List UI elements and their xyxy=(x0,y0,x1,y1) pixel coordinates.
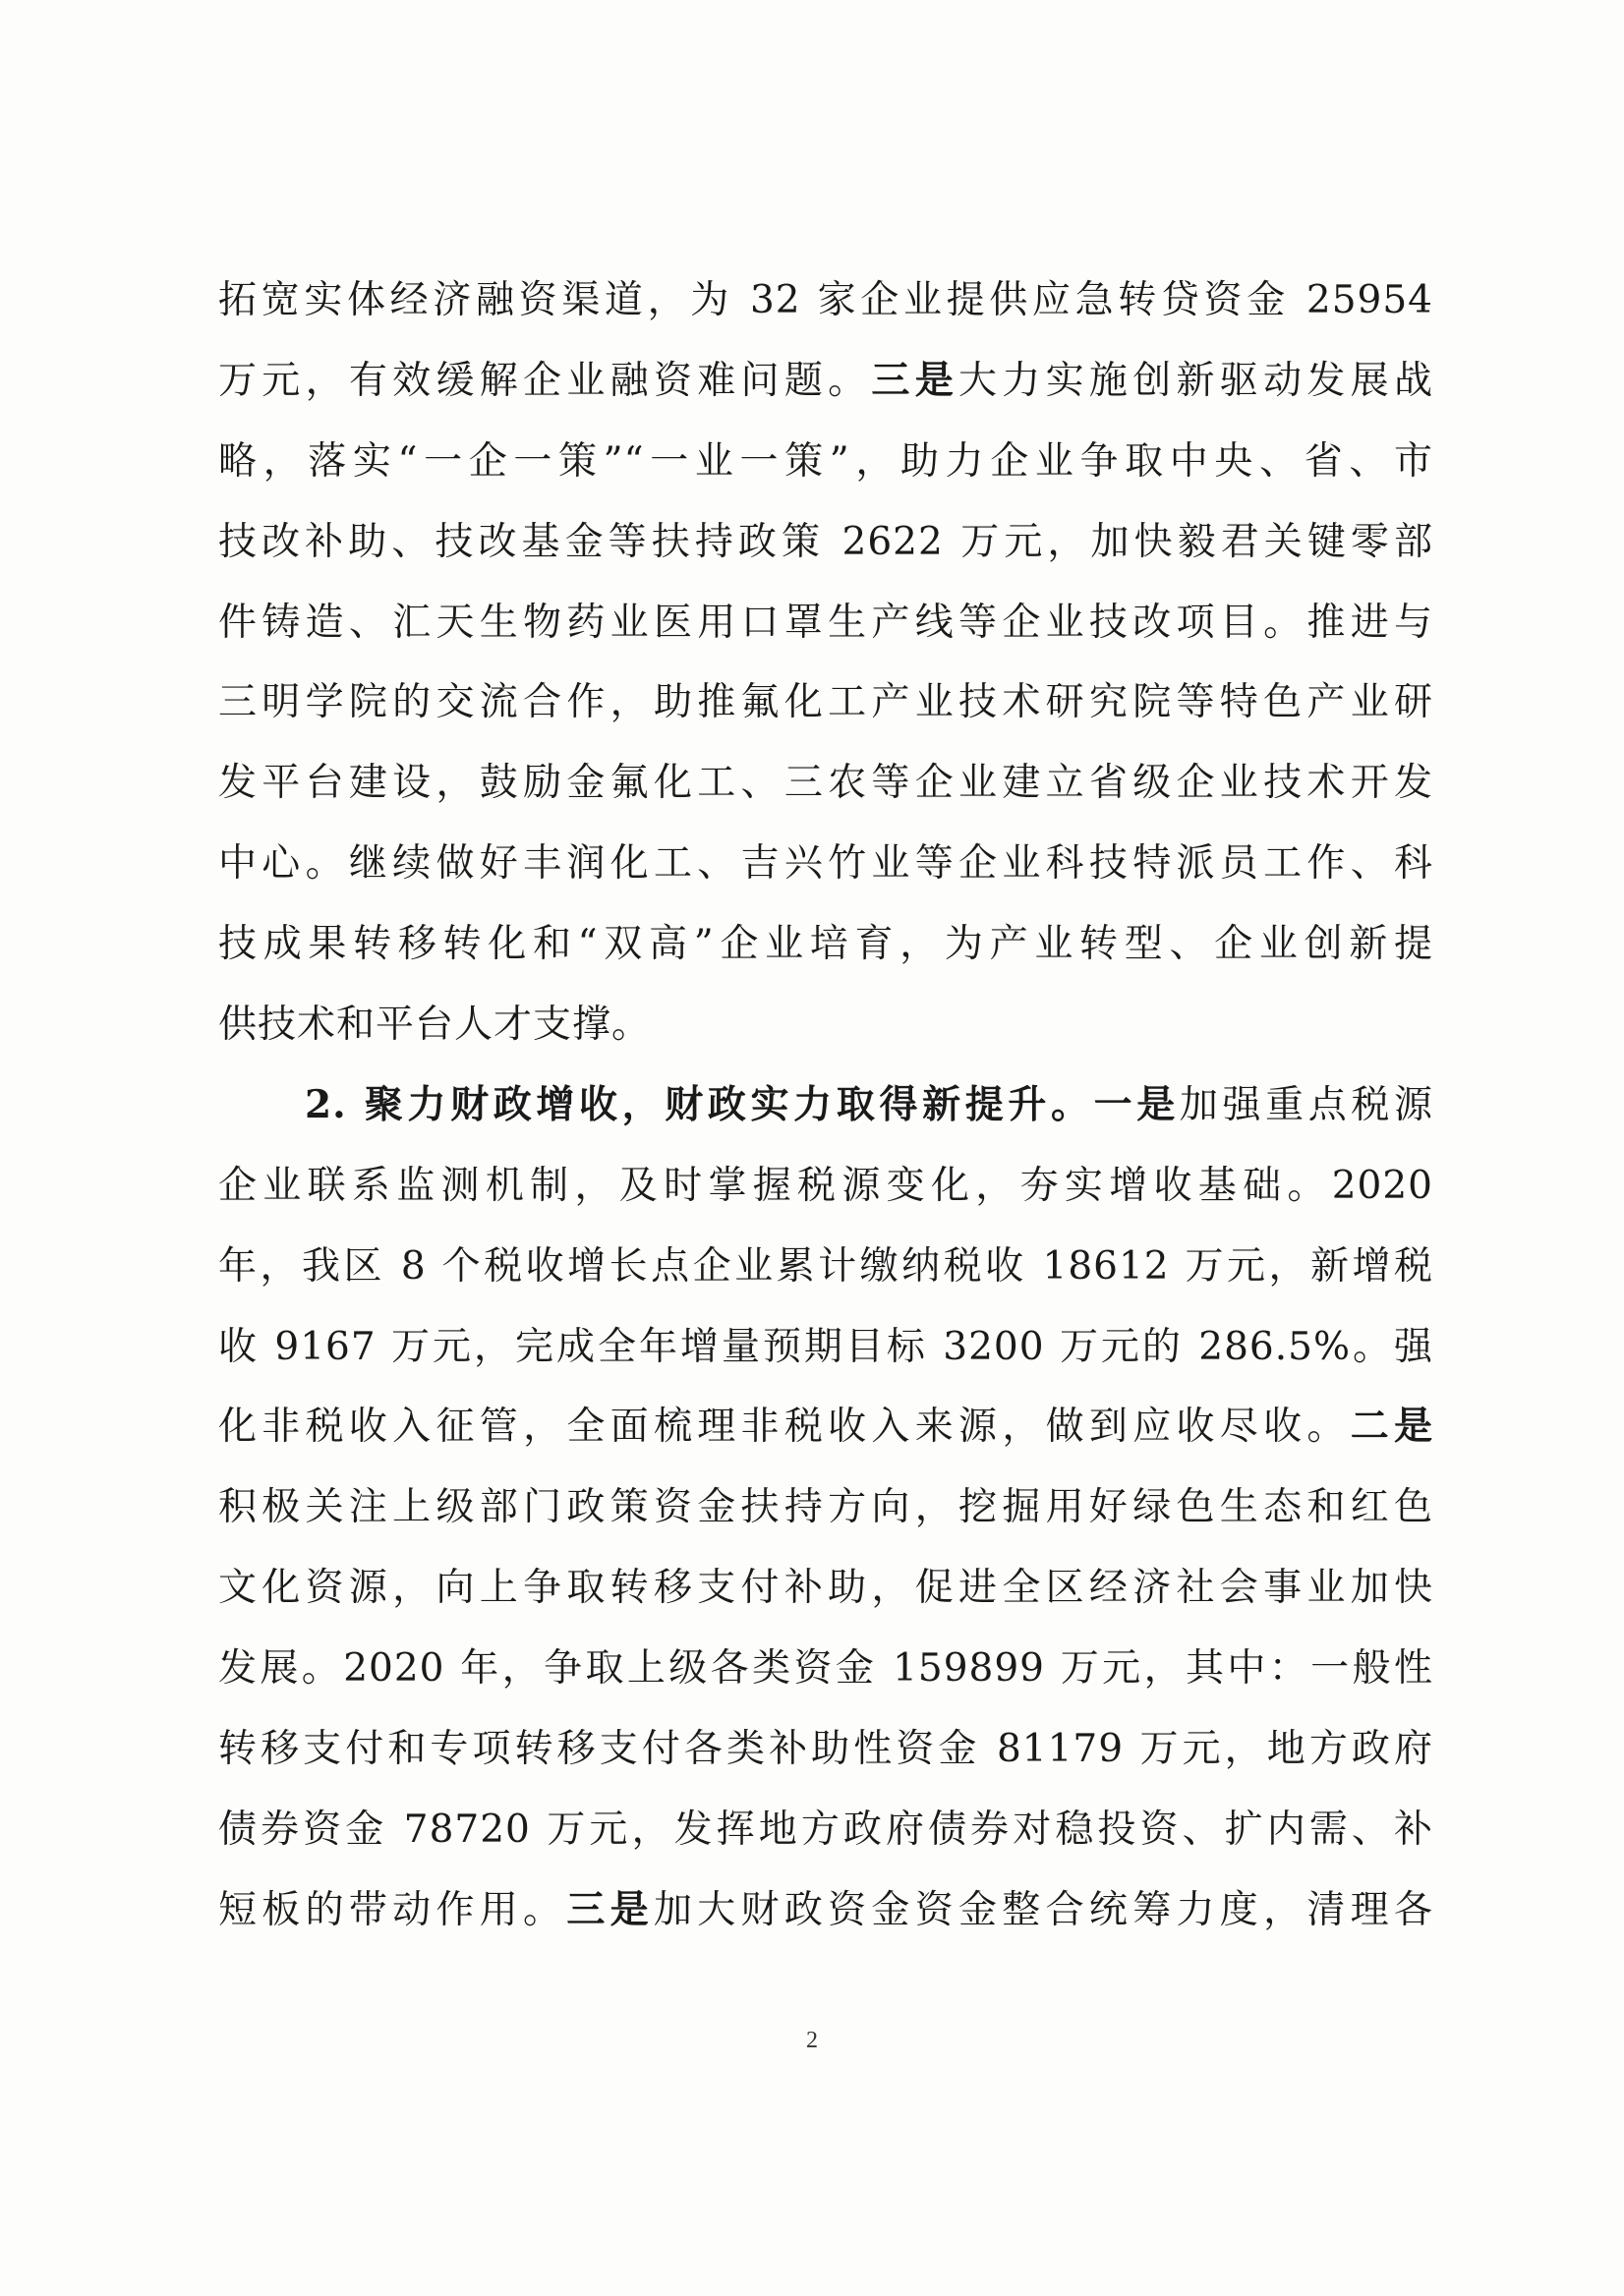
text-line: 积极关注上级部门政策资金扶持方向，挖掘用好绿色生态和红色 xyxy=(218,1485,1433,1530)
text-line: 文化资源，向上争取转移支付补助，促进全区经济社会事业加快 xyxy=(218,1566,1433,1611)
text-line: 发平台建设，鼓励金氟化工、三农等企业建立省级企业技术开发 xyxy=(218,761,1433,806)
text-line: 件铸造、汇天生物药业医用口罩生产线等企业技改项目。推进与 xyxy=(218,600,1433,645)
bold-marker: 三是 xyxy=(871,357,959,403)
document-body xyxy=(218,260,1433,1951)
text-line xyxy=(218,341,1433,422)
text-line: 技改补助、技改基金等扶持政策 2622 万元，加快毅君关键零部 xyxy=(218,519,1433,564)
text-line: 拓宽实体经济融资渠道，为 32 家企业提供应急转贷资金 25954 xyxy=(218,278,1433,322)
text-line: 转移支付和专项转移支付各类补助性资金 81179 万元，地方政府 xyxy=(218,1727,1433,1772)
text-line: 略，落实“一企一策”“一业一策”，助力企业争取中央、省、市 xyxy=(218,438,1433,484)
text-line: 三明学院的交流合作，助推氟化工产业技术研究院等特色产业研 xyxy=(218,680,1433,725)
text-line: 技成果转移转化和“双高”企业培育，为产业转型、企业创新提 xyxy=(218,922,1433,967)
section-heading: 2. 聚力财政增收，财政实力取得新提升。 xyxy=(305,1081,1094,1127)
text-run: 加大财政资金资金整合统筹力度，清理各 xyxy=(653,1887,1433,1932)
text-line xyxy=(218,1065,1433,1146)
bold-marker: 二是 xyxy=(1350,1404,1433,1450)
text-line: 发展。2020 年，争取上级各类资金 159899 万元，其中：一般性 xyxy=(218,1646,1433,1692)
text-line xyxy=(218,1870,1433,1951)
text-line: 债券资金 78720 万元，发挥地方政府债券对稳投资、扩内需、补 xyxy=(218,1807,1433,1852)
text-run: 化非税收入征管，全面梳理非税收入来源，做到应收尽收。 xyxy=(218,1405,1351,1450)
text-line xyxy=(218,1387,1433,1467)
text-run: 短板的带动作用。 xyxy=(218,1887,567,1932)
text-line: 供技术和平台人才支撑。 xyxy=(218,1003,652,1048)
text-run: 万元，有效缓解企业融资难问题。 xyxy=(218,358,872,403)
text-line: 中心。继续做好丰润化工、吉兴竹业等企业科技特派员工作、科 xyxy=(218,841,1433,887)
text-run: 大力实施创新驱动发展战 xyxy=(958,358,1433,403)
text-line: 收 9167 万元，完成全年增量预期目标 3200 万元的 286.5%。强 xyxy=(218,1324,1433,1369)
text-line: 年，我区 8 个税收增长点企业累计缴纳税收 18612 万元，新增税 xyxy=(218,1243,1433,1289)
page-number: 2 xyxy=(806,2028,818,2053)
bold-marker: 三是 xyxy=(566,1886,654,1932)
text-line: 企业联系监测机制，及时掌握税源变化，夯实增收基础。2020 xyxy=(218,1163,1433,1208)
bold-marker: 一是 xyxy=(1093,1081,1180,1127)
text-run: 加强重点税源 xyxy=(1179,1082,1433,1127)
